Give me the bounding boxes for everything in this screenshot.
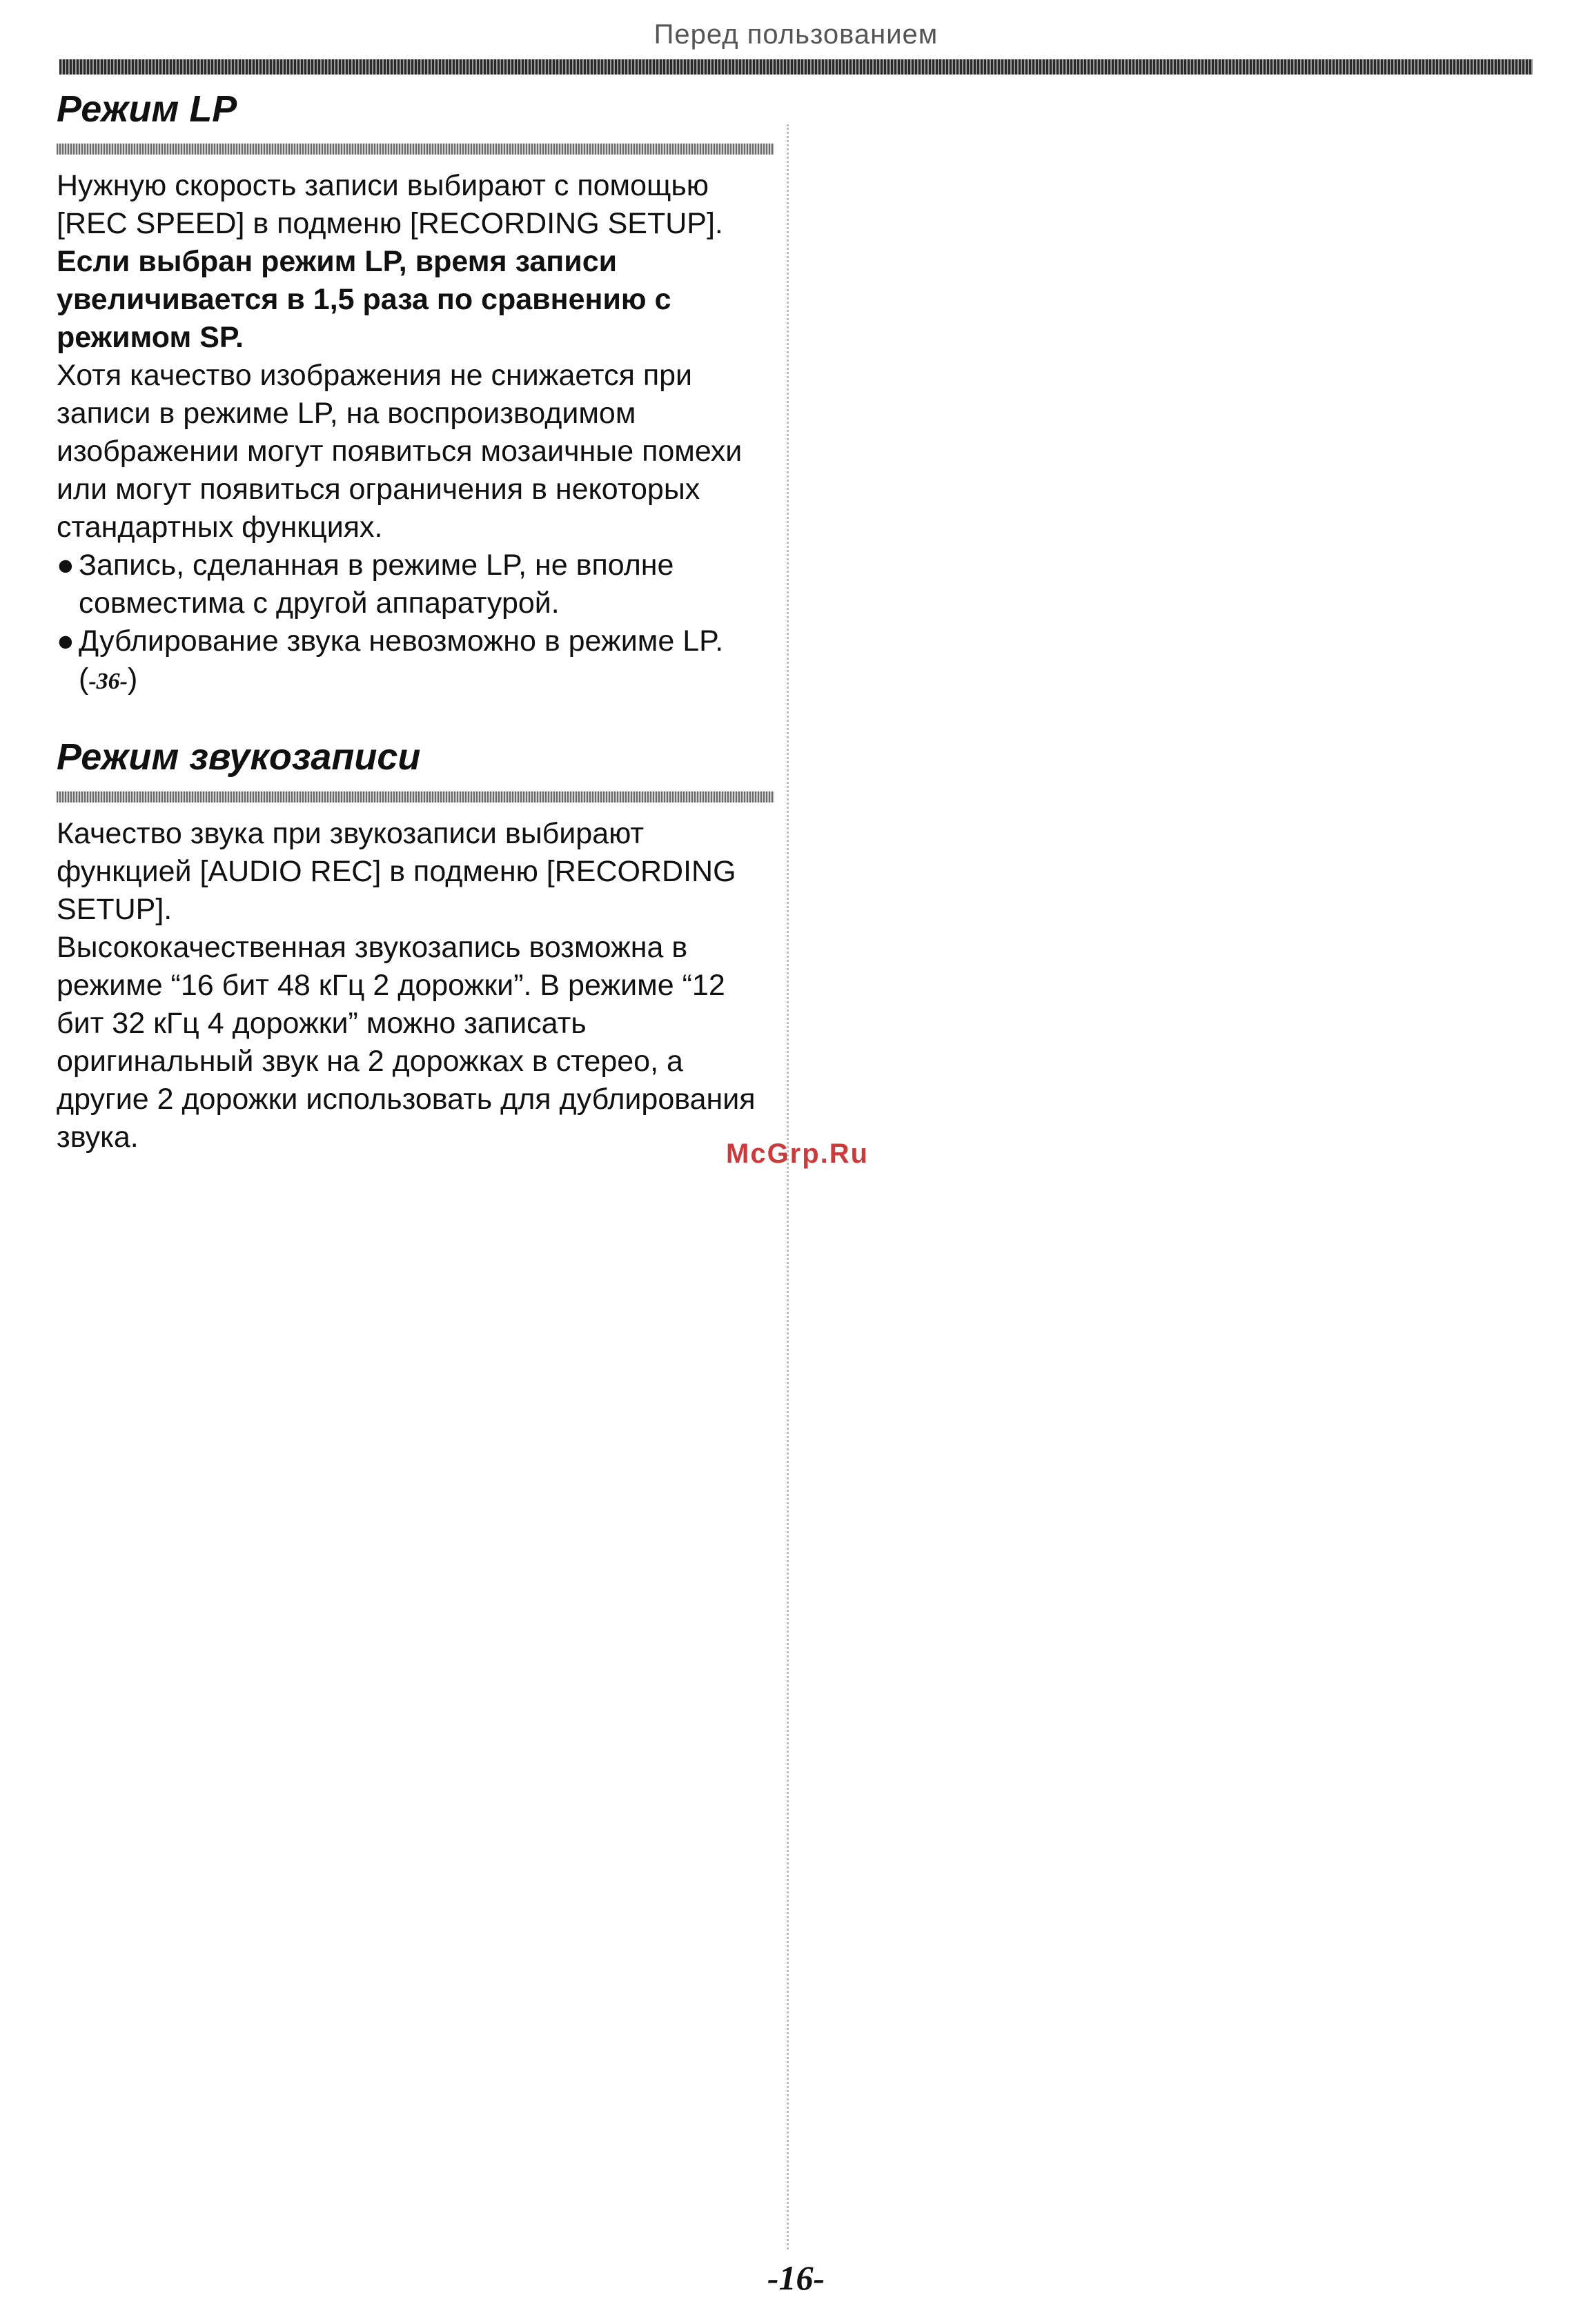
bullet-item-audio-dubbing [57,622,774,700]
section-title-lp-mode: Режим LP [57,88,237,130]
column-divider [787,124,789,2249]
paragraph-rec-speed: Нужную скорость записи выбирают с помощью [REC SPEED] в подменю [RECORDING SETUP]. [57,169,723,240]
section-title-audio-mode: Режим звукозаписи [57,736,421,778]
bullet-text-suffix: ) [127,662,138,696]
section-rule [57,791,774,802]
section-audio-recording-mode [57,729,774,1156]
bullet-icon: ● [57,624,75,658]
bullet-icon: ● [57,549,75,582]
paragraph-audio-quality: Высококачественная звукозапись возможна в режиме “16 бит 48 кГц 2 дорожки”. В режиме “12 бит 32 кГц 4 дорожки” можно записать оригинальный звук на 2 дорожках в стерео, а другие 2 дорожки использовать для дублирования звука. [57,931,756,1154]
paragraph-audio-rec: Качество звука при звукозаписи выбирают функцией [AUDIO REC] в подменю [RECORDING SETUP]. [57,817,736,926]
bullet-text [79,622,774,700]
paragraph-lp-quality: Хотя качество изображения не снижается при записи в режиме LP, на воспроизводимом изображении могут появиться мозаичные помехи или могут появиться ограничения в некоторых стандартных функциях. [57,359,743,544]
section-lp-mode [57,81,774,700]
bullet-text: Запись, сделанная в режиме LP, не вполне совместима с другой аппаратурой. [79,549,674,620]
page-header: Перед пользованием [653,19,939,50]
page-number: -16- [767,2258,825,2297]
paragraph-lp-recording-time: Если выбран режим LP, время записи увеличивается в 1,5 раза по сравнению с режимом SP. [57,245,671,354]
bullet-item-compatibility [57,546,774,622]
page-reference-link[interactable]: -36- [88,669,128,694]
bullet-text-main: Дублирование звука невозможно в режиме LP. ( [79,624,724,696]
header-rule [59,59,1533,75]
watermark: McGrp.Ru [726,1139,869,1169]
section-rule [57,144,774,155]
left-column [57,81,774,1156]
